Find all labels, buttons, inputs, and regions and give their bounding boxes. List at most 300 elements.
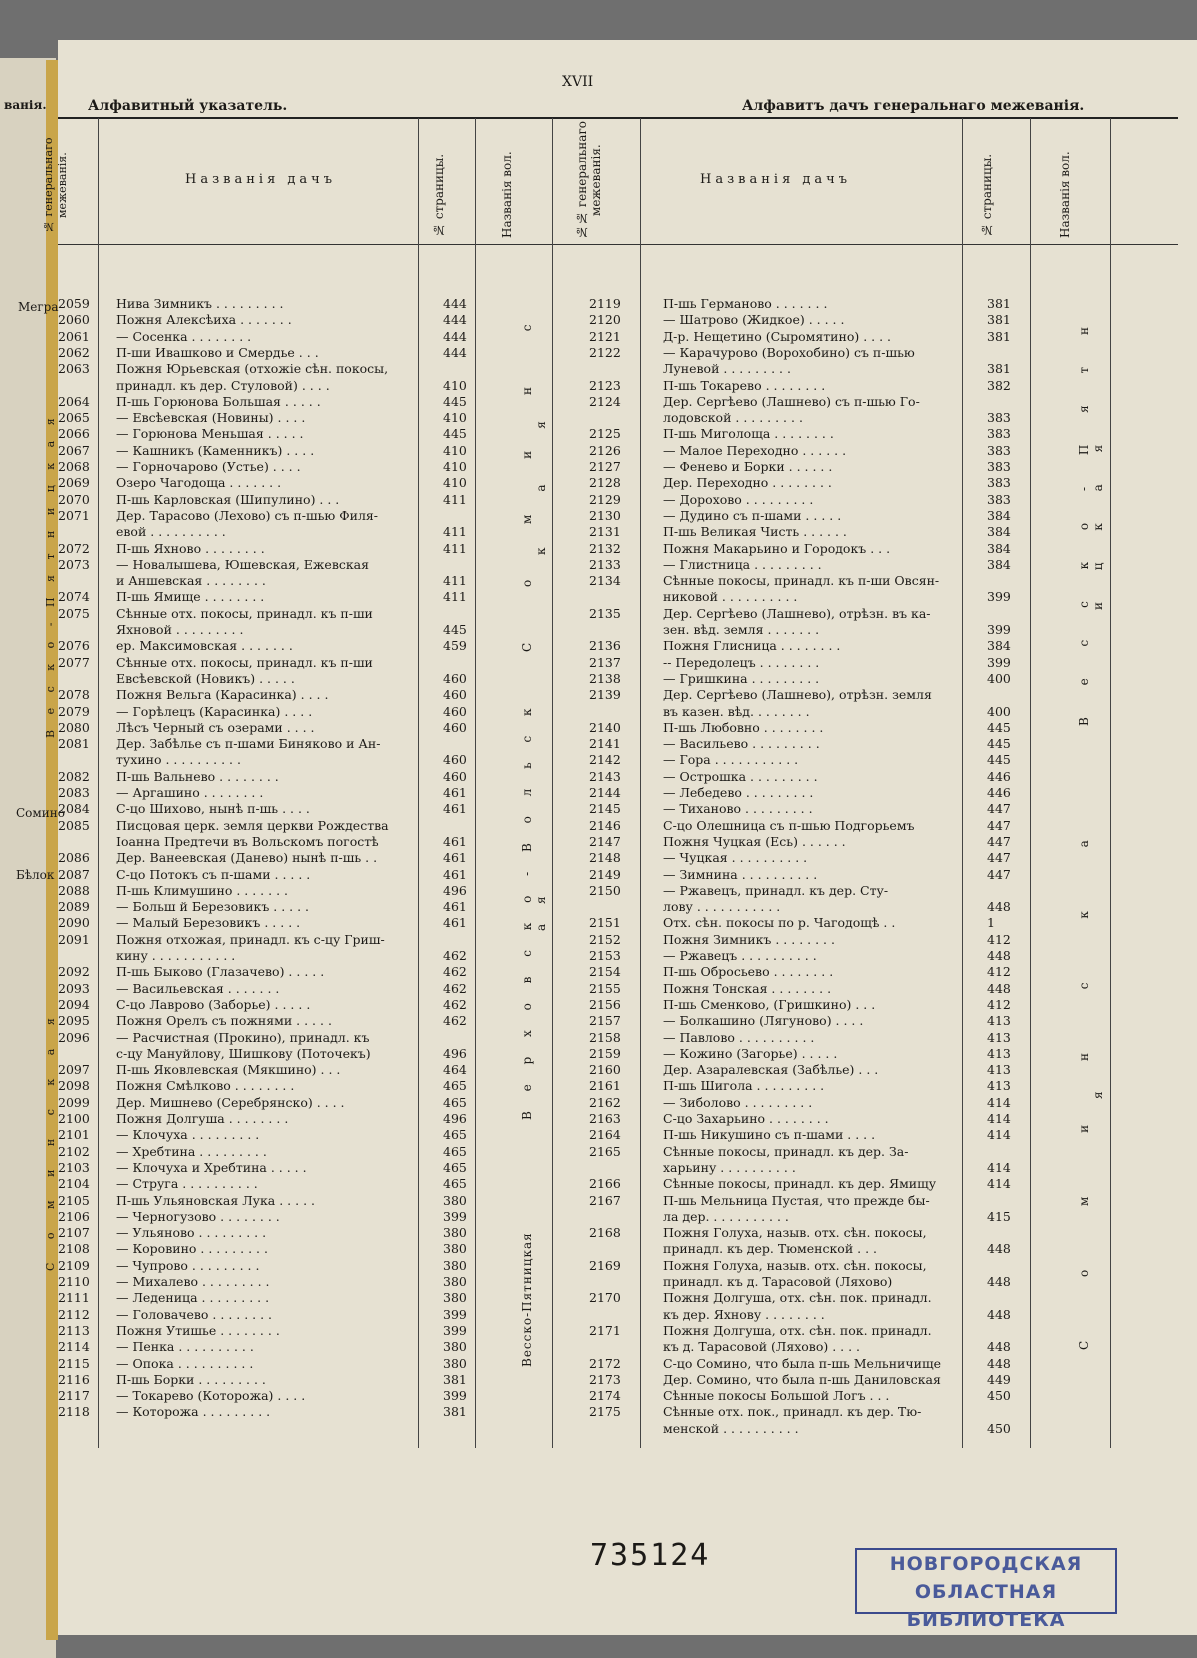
entry-page: 460 (443, 670, 467, 686)
entry-number: 2084 (58, 801, 90, 817)
entry-number: 2101 (58, 1127, 90, 1143)
entry-name: — Гора . . . . . . . . . . . (663, 752, 799, 768)
entry-name: принадл. къ д. Тарасовой (Ляхово) (663, 1274, 893, 1289)
entry-page: 399 (443, 1388, 467, 1404)
entry-name: Сѣнные покосы, принадл. къ дер. Ямищу (663, 1176, 937, 1192)
entry-page: 444 (443, 328, 467, 344)
entry-number: 2113 (58, 1322, 90, 1338)
col-divider (98, 118, 99, 1448)
entry-name: Пожня Вельга (Карасинка) . . . . (116, 687, 329, 703)
entry-name: Яхновой . . . . . . . . . (116, 622, 244, 637)
entry-name: Пожня Чуцкая (Есь) . . . . . . (663, 833, 846, 849)
entry-page: 414 (987, 1111, 1011, 1126)
entry-name: — Зимнина . . . . . . . . . . (663, 866, 818, 882)
entry-name: — Ульяново . . . . . . . . . (116, 1225, 267, 1241)
entry-name: менской . . . . . . . . . . (663, 1420, 799, 1436)
entry-number: 2074 (58, 589, 90, 605)
entry-number: 2105 (58, 1192, 90, 1208)
entry-number: 2093 (58, 980, 90, 996)
entry-page: 461 (443, 899, 467, 915)
entry-number: 2090 (58, 915, 90, 931)
entry-name: Сѣнные покосы Большой Логъ . . . (663, 1388, 890, 1404)
entry-name: — Больш й Березовикъ . . . . . (116, 899, 310, 915)
entry-name: — Ржавецъ, принадл. къ дер. Сту- (663, 882, 889, 898)
entry-name: П-шь Любовно . . . . . . . . (663, 719, 824, 735)
entry-page: 461 (443, 915, 467, 931)
entry-name: Нива Зимникъ . . . . . . . . . (116, 296, 284, 311)
col-divider (640, 118, 641, 1448)
entry-number: 2103 (58, 1159, 90, 1175)
entry-page: 445 (987, 752, 1011, 768)
entry-name: Дер. Переходно . . . . . . . . (663, 475, 832, 491)
entry-number: 2143 (589, 768, 621, 784)
col-header-names: Названія дачъ (185, 172, 337, 187)
entry-number: 2129 (589, 491, 621, 507)
entry-page: 446 (987, 768, 1011, 784)
entry-name: — Черногузово . . . . . . . . (116, 1208, 280, 1224)
entry-page: 414 (987, 1127, 1011, 1143)
entry-name: — Коровино . . . . . . . . . (116, 1241, 268, 1257)
entry-name: Пожня Голуха, назыв. отх. сѣн. покосы, (663, 1257, 927, 1273)
entry-number: 2118 (58, 1404, 90, 1420)
entry-page: 412 (987, 996, 1011, 1012)
entry-name: — Зиболово . . . . . . . . . (663, 1094, 813, 1110)
entry-page: 384 (987, 507, 1011, 523)
entry-number: 2069 (58, 475, 90, 491)
entry-number: 2108 (58, 1241, 90, 1257)
entry-number: 2071 (58, 507, 90, 523)
entry-number: 2119 (589, 296, 621, 311)
entry-page: 461 (443, 833, 467, 849)
entry-name: Дер. Тарасово (Лехово) съ п-шью Филя- (116, 507, 379, 523)
entry-name: П-шь Климушино . . . . . . . (116, 882, 288, 898)
entry-page: 496 (443, 1111, 467, 1126)
entry-number: 2138 (589, 670, 621, 686)
header-left: Алфавитный указатель. (88, 98, 288, 114)
col-divider (1030, 118, 1031, 1448)
entry-number: 2126 (589, 442, 621, 458)
col-divider (552, 118, 553, 1448)
entry-number: 2061 (58, 328, 90, 344)
entry-number: 2158 (589, 1029, 621, 1045)
entry-name: Пожня Смѣлково . . . . . . . . (116, 1078, 295, 1094)
entry-number: 2102 (58, 1143, 90, 1159)
entry-name: Дер. Сергѣево (Лашнево) съ п-шью Го- (663, 393, 920, 409)
entry-number: 2162 (589, 1094, 621, 1110)
entry-number: 2096 (58, 1029, 90, 1045)
entry-page: 410 (443, 459, 467, 474)
entry-name: Пожня Макарьино и Городокъ . . . (663, 540, 891, 556)
left-vertical-label-2: С о м и н с к а я (44, 1008, 57, 1272)
entry-number: 2110 (58, 1274, 90, 1289)
entry-page: 447 (987, 817, 1011, 833)
entry-name: П-шь Никушино съ п-шами . . . . (663, 1127, 876, 1143)
entry-name: — Клочуха и Хребтина . . . . . (116, 1159, 307, 1175)
left-label-belok: Бѣлок (16, 868, 55, 882)
entry-name: П-шь Обросьево . . . . . . . . (663, 964, 834, 980)
entry-name: П-шь Вальнево . . . . . . . . (116, 768, 279, 784)
entry-name: П-шь Ульяновская Лука . . . . . (116, 1192, 315, 1208)
entry-number: 2064 (58, 393, 90, 409)
entry-name: Дер. Сергѣево (Лашнево), отрѣзн. въ ка- (663, 605, 931, 621)
entry-number: 2147 (589, 833, 621, 849)
entry-number: 2086 (58, 850, 90, 866)
entry-page: 465 (443, 1159, 467, 1175)
entry-name: Пожня Тонская . . . . . . . . (663, 980, 832, 996)
entry-number: 2123 (589, 377, 621, 393)
entry-number: 2094 (58, 996, 90, 1012)
col-header-numbers: №№ генеральнаго межеванія. (575, 121, 603, 239)
entry-number: 2099 (58, 1094, 90, 1110)
entry-name: П-шь Токарево . . . . . . . . (663, 377, 826, 393)
entry-name: — Дудино съ п-шами . . . . . (663, 507, 842, 523)
entry-page: 413 (987, 1013, 1011, 1029)
entry-name: П-шь Горюнова Большая . . . . . (116, 393, 321, 409)
entry-name: Сѣнные отх. покосы, принадл. къ п-ши (116, 654, 373, 670)
entry-page: 444 (443, 312, 467, 328)
entry-number: 2078 (58, 687, 90, 703)
entry-page: 384 (987, 540, 1011, 556)
entry-number: 2106 (58, 1208, 90, 1224)
entry-page: 413 (987, 1029, 1011, 1045)
entry-page: 413 (987, 1062, 1011, 1078)
entry-page: 383 (987, 491, 1011, 507)
entry-page: 444 (443, 296, 467, 311)
col-header-pages-2: № страницы. (980, 153, 994, 237)
entry-number: 2133 (589, 556, 621, 572)
entry-page: 412 (987, 964, 1011, 980)
entry-name: никовой . . . . . . . . . . (663, 589, 798, 605)
volost-label-1: С о м и н с к а я (520, 298, 548, 652)
entry-page: 445 (987, 719, 1011, 735)
entry-number: 2170 (589, 1290, 621, 1306)
col-header-pages: № страницы. (432, 153, 446, 237)
entry-number: 2159 (589, 1045, 621, 1061)
entry-number: 2161 (589, 1078, 621, 1094)
entry-number: 2104 (58, 1176, 90, 1192)
entry-name: Д-р. Нещетино (Сыромятино) . . . . (663, 328, 892, 344)
entry-number: 2079 (58, 703, 90, 719)
entry-number: 2157 (589, 1013, 621, 1029)
entry-number: 2127 (589, 459, 621, 474)
entry-name: — Клочуха . . . . . . . . . (116, 1127, 260, 1143)
entry-number: 2060 (58, 312, 90, 328)
entry-number: 2150 (589, 882, 621, 898)
entry-name: — Горѣлецъ (Карасинка) . . . . (116, 703, 313, 719)
entry-page: 399 (443, 1208, 467, 1224)
entry-page: 380 (443, 1290, 467, 1306)
entry-number: 2125 (589, 426, 621, 442)
entry-number: 2135 (589, 605, 621, 621)
header-right: Алфавитъ дачъ генеральнаго межеванія. (742, 98, 1085, 114)
entry-page: 414 (987, 1176, 1011, 1192)
entry-name: — Васильево . . . . . . . . . (663, 736, 820, 752)
entry-number: 2175 (589, 1404, 621, 1420)
entry-number: 2171 (589, 1322, 621, 1338)
entry-number: 2139 (589, 687, 621, 703)
entry-number: 2076 (58, 638, 90, 654)
entry-page: 448 (987, 1355, 1011, 1371)
entry-number: 2122 (589, 344, 621, 360)
entry-number: 2080 (58, 719, 90, 735)
entry-number: 2091 (58, 931, 90, 947)
entry-page: 445 (443, 426, 467, 442)
entry-name: — Опока . . . . . . . . . . (116, 1355, 254, 1371)
entry-number: 2131 (589, 524, 621, 540)
entry-page: 381 (443, 1371, 467, 1387)
entry-name: Луневой . . . . . . . . . (663, 361, 791, 377)
entry-page: 461 (443, 785, 467, 800)
entry-name: принадл. къ дер. Стуловой) . . . . (116, 377, 330, 393)
entry-name: — Евсѣевская (Новины) . . . . (116, 410, 306, 426)
entry-page: 383 (987, 426, 1011, 442)
entry-page: 445 (443, 622, 467, 637)
entry-page: 411 (443, 491, 467, 507)
entry-number: 2169 (589, 1257, 621, 1273)
entry-number: 2174 (589, 1388, 621, 1404)
entry-page: 400 (987, 670, 1011, 686)
entry-number: 2165 (589, 1143, 621, 1159)
entry-number: 2120 (589, 312, 621, 328)
entry-name: П-шь Шигола . . . . . . . . . (663, 1078, 825, 1094)
entry-number: 2137 (589, 654, 621, 670)
entry-number: 2130 (589, 507, 621, 523)
entry-name: С-цо Лаврово (Заборье) . . . . . (116, 996, 311, 1012)
entry-page: 460 (443, 768, 467, 784)
entry-number: 2085 (58, 817, 90, 833)
entry-page: 465 (443, 1143, 467, 1159)
entry-page: 382 (987, 377, 1011, 393)
entry-name: П-шь Великая Чисть . . . . . . (663, 524, 847, 540)
entry-name: Дер. Сергѣево (Лашнево), отрѣзн. земля (663, 687, 932, 703)
entry-number: 2160 (589, 1062, 621, 1078)
entry-name: П-шь Борки . . . . . . . . . (116, 1371, 266, 1387)
entry-page: 381 (443, 1404, 467, 1420)
entry-name: — Кашникъ (Каменникъ) . . . . (116, 442, 315, 458)
col-divider (962, 118, 963, 1448)
entry-name: Сѣнные покосы, принадл. къ п-ши Овсян- (663, 573, 940, 589)
entry-number: 2097 (58, 1062, 90, 1078)
col-header-volost-2: Названія вол. (1058, 151, 1072, 239)
entry-number: 2075 (58, 605, 90, 621)
entry-name: Сѣнные отх. покосы, принадл. къ п-ши (116, 605, 373, 621)
entry-name: зен. вѣд. земля . . . . . . . (663, 622, 820, 637)
entry-name: Пожня отхожая, принадл. къ с-цу Гриш- (116, 931, 385, 947)
entry-name: П-шь Яхново . . . . . . . . (116, 540, 265, 556)
entry-page: 445 (443, 393, 467, 409)
entry-page: 381 (987, 361, 1011, 377)
entry-page: 380 (443, 1274, 467, 1289)
entry-name: принадл. къ дер. Тюменской . . . (663, 1241, 877, 1257)
entry-page: 459 (443, 638, 467, 654)
entry-page: 461 (443, 850, 467, 866)
entry-page: 448 (987, 1241, 1011, 1257)
entry-page: 448 (987, 1274, 1011, 1289)
entry-name: къ д. Тарасовой (Ляхово) . . . . (663, 1339, 861, 1355)
volost-label-5: С о м и н с к а я (1077, 810, 1105, 1350)
entry-number: 2082 (58, 768, 90, 784)
entry-name: — Чупрово . . . . . . . . . (116, 1257, 260, 1273)
entry-page: 384 (987, 638, 1011, 654)
entry-number: 2154 (589, 964, 621, 980)
entry-name: Сѣнные покосы, принадл. къ дер. За- (663, 1143, 909, 1159)
entry-name: Іоанна Предтечи въ Вольскомъ погостѣ (116, 833, 379, 849)
entry-page: 448 (987, 1339, 1011, 1355)
entry-number: 2132 (589, 540, 621, 556)
entry-name: Озеро Чагодоща . . . . . . . (116, 475, 282, 491)
entry-number: 2073 (58, 556, 90, 572)
entry-page: 414 (987, 1159, 1011, 1175)
entry-page: 448 (987, 899, 1011, 915)
entry-number: 2134 (589, 573, 621, 589)
entry-page: 384 (987, 524, 1011, 540)
page-gutter (46, 60, 58, 1640)
entry-name: Евсѣевской (Новикъ) . . . . . (116, 670, 295, 686)
entry-name: Пожня Зимникъ . . . . . . . . (663, 931, 835, 947)
entry-number: 2068 (58, 459, 90, 474)
entry-page: 411 (443, 589, 467, 605)
entry-page: 411 (443, 524, 467, 540)
entry-page: 410 (443, 377, 467, 393)
entry-name: — Которожа . . . . . . . . . (116, 1404, 271, 1420)
entry-name: Пожня Долгуша, отх. сѣн. пок. принадл. (663, 1290, 932, 1306)
entry-page: 465 (443, 1176, 467, 1192)
entry-name: — Кожино (Загорье) . . . . . (663, 1045, 838, 1061)
entry-page: 460 (443, 687, 467, 703)
entry-page: 462 (443, 980, 467, 996)
entry-name: Пожня Алексѣиха . . . . . . . (116, 312, 292, 328)
entry-number: 2136 (589, 638, 621, 654)
entry-number: 2148 (589, 850, 621, 866)
entry-number: 2167 (589, 1192, 621, 1208)
entry-page: 410 (443, 410, 467, 426)
entry-number: 2077 (58, 654, 90, 670)
stamp-line-1: НОВГОРОДСКАЯ (889, 1553, 1083, 1575)
entry-page: 380 (443, 1257, 467, 1273)
entry-name: лодовской . . . . . . . . . (663, 410, 803, 426)
entry-name: С-цо Сомино, что была п-шь Мельничище (663, 1355, 941, 1371)
left-header-fragment: ванія. (4, 98, 47, 112)
entry-name: — Сосенка . . . . . . . . (116, 328, 252, 344)
entry-page: 448 (987, 980, 1011, 996)
left-label-somino: Сомино (16, 806, 65, 820)
entry-page: 413 (987, 1045, 1011, 1061)
entry-page: 496 (443, 1045, 467, 1061)
entry-page: 447 (987, 833, 1011, 849)
entry-page: 413 (987, 1078, 1011, 1094)
entry-page: 496 (443, 882, 467, 898)
entry-name: ла дер. . . . . . . . . . . (663, 1208, 789, 1224)
entry-name: Пожня Долгуша, отх. сѣн. пок. принадл. (663, 1322, 932, 1338)
entry-number: 2144 (589, 785, 621, 800)
entry-page: 381 (987, 328, 1011, 344)
entry-number: 2172 (589, 1355, 621, 1371)
entry-number: 2109 (58, 1257, 90, 1273)
entry-number: 2070 (58, 491, 90, 507)
entry-name: — Ржавецъ . . . . . . . . . . (663, 948, 817, 963)
entry-name: евой . . . . . . . . . . (116, 524, 226, 540)
entry-number: 2092 (58, 964, 90, 980)
entry-number: 2153 (589, 948, 621, 963)
entry-name: Пожня Долгуша . . . . . . . . (116, 1111, 289, 1126)
entry-name: Дер. Азаралевская (Забѣлье) . . . (663, 1062, 879, 1078)
entry-name: — Новалышева, Юшевская, Ежевская (116, 556, 370, 572)
entry-name: — Павлово . . . . . . . . . . (663, 1029, 815, 1045)
entry-number: 2124 (589, 393, 621, 409)
entry-name: Лѣсъ Черный съ озерами . . . . (116, 719, 315, 735)
entry-number: 2121 (589, 328, 621, 344)
entry-name: Писцовая церк. земля церкви Рождества (116, 817, 389, 833)
entry-page: 380 (443, 1355, 467, 1371)
entry-page: 380 (443, 1192, 467, 1208)
left-vertical-label: В е с к о - П я т н и ц к а я (44, 412, 57, 738)
entry-name: Дер. Мишнево (Серебрянско) . . . . (116, 1094, 345, 1110)
entry-page: 448 (987, 1306, 1011, 1322)
entry-name: — Острошка . . . . . . . . . (663, 768, 818, 784)
col-divider (475, 118, 476, 1448)
entry-page: 448 (987, 948, 1011, 963)
entry-name: -- Передолецъ . . . . . . . . (663, 654, 820, 670)
entry-page: 383 (987, 410, 1011, 426)
entry-name: — Пенка . . . . . . . . . . (116, 1339, 254, 1355)
entry-page: 462 (443, 964, 467, 980)
entry-page: 380 (443, 1241, 467, 1257)
entry-page: 411 (443, 540, 467, 556)
entry-number: 2173 (589, 1371, 621, 1387)
entry-name: лову . . . . . . . . . . . (663, 899, 781, 915)
entry-name: — Болкашино (Лягуново) . . . . (663, 1013, 864, 1029)
entry-name: Пожня Голуха, назыв. отх. сѣн. покосы, (663, 1225, 927, 1241)
entry-number: 2146 (589, 817, 621, 833)
left-label-megra: Мегра (18, 300, 59, 314)
entry-number: 2152 (589, 931, 621, 947)
entry-page: 462 (443, 948, 467, 963)
entry-number: 2112 (58, 1306, 90, 1322)
entry-name: С-цо Шихово, нынѣ п-шь . . . . (116, 801, 310, 817)
entry-name: С-цо Олешница съ п-шью Подгорьемъ (663, 817, 915, 833)
entry-page: 383 (987, 442, 1011, 458)
entry-page: 461 (443, 801, 467, 817)
entry-name: П-шь Сменково, (Гришкино) . . . (663, 996, 876, 1012)
entry-name: Дер. Сомино, что была п-шь Даниловская (663, 1371, 941, 1387)
entry-number: 2081 (58, 736, 90, 752)
entry-name: Пожня Глисница . . . . . . . . (663, 638, 841, 654)
entry-number: 2095 (58, 1013, 90, 1029)
entry-name: тухино . . . . . . . . . . (116, 752, 241, 768)
entry-name: — Струга . . . . . . . . . . (116, 1176, 258, 1192)
entry-page: 399 (443, 1322, 467, 1338)
entry-page: 450 (987, 1420, 1011, 1436)
entry-name: и Аншевская . . . . . . . . (116, 573, 266, 589)
entry-name: С-цо Потокъ съ п-шами . . . . . (116, 866, 311, 882)
entry-name: — Фенево и Борки . . . . . . (663, 459, 833, 474)
table-top-rule (58, 117, 1178, 119)
entry-page: 410 (443, 475, 467, 491)
entry-name: — Глистница . . . . . . . . . (663, 556, 822, 572)
entry-page: 465 (443, 1094, 467, 1110)
entry-name: П-шь Миголоща . . . . . . . . (663, 426, 834, 442)
left-col-header: № генеральнаго межеванія. (42, 137, 69, 233)
entry-name: — Карачурово (Ворохобино) съ п-шью (663, 344, 915, 360)
entry-name: — Токарево (Которожа) . . . . (116, 1388, 306, 1404)
entry-name: Сѣнные отх. пок., принадл. къ дер. Тю- (663, 1404, 922, 1420)
entry-name: Дер. Ванеевская (Данево) нынѣ п-шь . . (116, 850, 378, 866)
entry-page: 461 (443, 866, 467, 882)
entry-page: 383 (987, 459, 1011, 474)
entry-page: 460 (443, 703, 467, 719)
entry-number: 2059 (58, 296, 90, 311)
entry-page: 462 (443, 996, 467, 1012)
